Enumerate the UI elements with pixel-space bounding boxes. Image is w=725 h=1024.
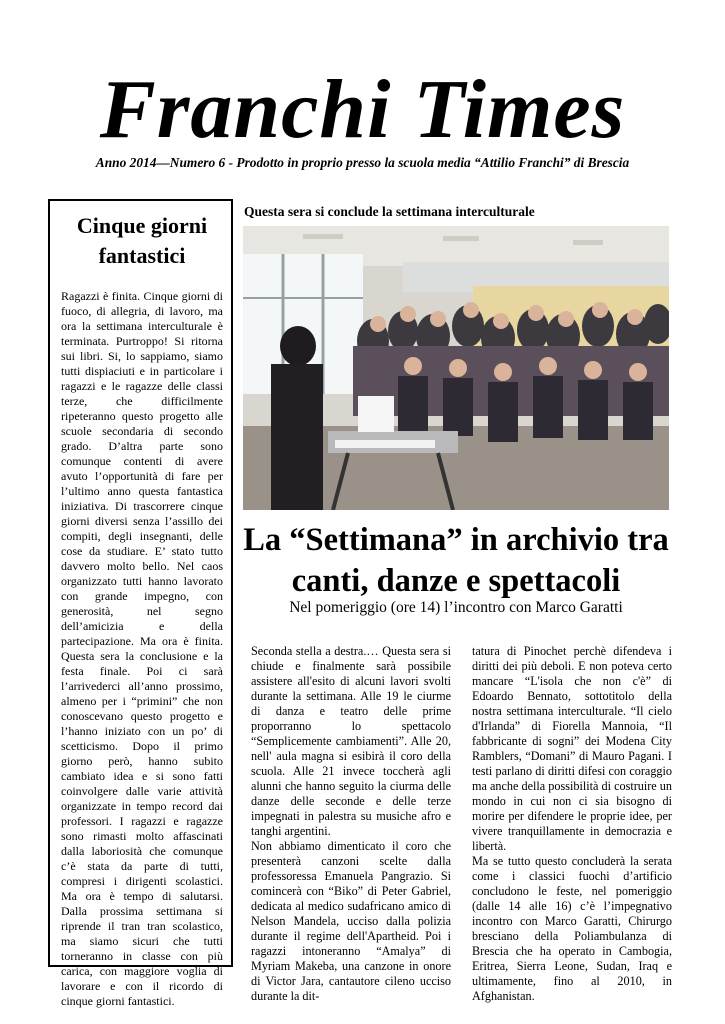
article-headline: La “Settimana” in archivio tra canti, danze e spettacoli <box>243 522 669 599</box>
article-column-1 <box>251 644 451 1004</box>
sidebar-body: Ragazzi è finita. Cinque giorni di fuoco, di allegria, di lavoro, ma ora la settimana interculturale è terminata. Purtroppo! Si ritorna sui libri. Si, lo sappiamo, siamo tutti dispiaciuti e in particolare i ragazzi e le ragazze delle classi terze, che difficilmente ripeteranno questo progetto alle scuole secondaria di secondo grado. D’altra parte sono comunque contenti di avere avuto l’opportunità di fare per l’ultimo anno questa fantastica iniziativa. Di trascorrere cinque giorni diversi senza l’assillo dei compiti, degli insegnanti, delle cose da studiare. E’ stato tutto davvero molto bello. Nel caos organizzato tutti hanno lavorato con grande impegno, con generosità, nel segno dell’amicizia e della partecipazione. Ma ora è finita. Questa sera la conclusione e la festa finale. Poi ci sarà l’arrivederci all’anno prossimo, almeno per i “primini” che non conoscevano questo progetto e l’hanno iniziato con un po’ di scetticismo. Dopo il primo giorno però, hanno subito cambiato idea e si sono fatti coinvolgere dalle varie attività organizzate in tempo record dai professori. I ragazzi e ragazze sono rimasti molto affascinati dalla laboriosità che comunque c’è stata da parte di tutti, compresi i dirigenti scolastici. Ma ora è tempo di salutarsi. Dalla prossima settimana si riprende il tran tran scolastico, ma siamo sicuri che tutti torneranno in classe con più carica, con maggiore voglia di lavorare e con il ricordo di cinque giorni fantastici. <box>61 289 223 1008</box>
article-deck: Nel pomeriggio (ore 14) l’incontro con Marco Garatti <box>289 599 623 616</box>
column-2-paragraph: Ma se tutto questo concluderà la serata come i classici fuochi d’artificio concludono le feste, nel pomeriggio (dalle 14 alle 16) c’è l’impegnativo incontro con Marco Garatti, Chirurgo bresciano della Poliambulanza di Brescia che ha operato in Cambogia, Eritrea, Sierra Leone, Sudan, Iraq e ultimamente, fino al 2010, in Afghanistan. <box>472 854 672 1003</box>
column-2-paragraph: tatura di Pinochet perchè difendeva i diritti dei più deboli. E non poteva certo mancare “L'isola che non c'è” di Edoardo Bennato, sottotitolo della nostra settimana interculturale. “Il cielo d'Irlanda” di Fiorella Mannoia, “Il fabbricante di sogni” dei Modena City Ramblers, “Domani” di Mauro Pagani. I testi parlano di diritti difesi con coraggio ma anche della possibilità di costruire un mondo in cui non ci sia bisogno di morire per difendere le proprie idee, per vivere tranquillamente in democrazia e libertà. <box>472 644 672 853</box>
sidebar-title: Cinque giorni fantastici <box>76 213 208 268</box>
column-1-paragraph: Non abbiamo dimenticato il coro che presenterà canzoni scelte dalla professoressa Emanuela Pangrazio. Si comincerà con “Biko” di Peter Gabriel, dedicata al medico sudafricano amico di Nelson Mandela, ucciso dalla polizia durante il regime dell'Apartheid. Poi i ragazzi intoneranno “Amalya” di Myriam Makeba, una canzone in onore di Victor Jara, cantautore cileno ucciso durante la dit- <box>251 839 451 1003</box>
issue-subline: Anno 2014—Numero 6 - Prodotto in proprio presso la scuola media “Attilio Franchi” di Brescia <box>95 155 630 170</box>
column-1-paragraph: Seconda stella a destra.… Questa sera si chiude e finalmente sarà possibile assistere all'esito di alcuni lavori svolti durante la settimana. Alle 19 le ciurme di danza e teatro delle prime proporranno lo spettacolo “Semplicemente cambiamenti”. Alle 20, nell' aula magna si esibirà il coro della scuola. Alle 21 invece toccherà agli alunni che hanno seguito la ciurma delle danze delle seconde e delle terze impegnati in palestra su musiche afro e tanghi argentini. <box>251 644 451 838</box>
sidebar-box <box>48 199 233 1008</box>
article-column-2 <box>472 644 672 1004</box>
newspaper-masthead: Franchi Times <box>99 63 626 156</box>
school-choir-photo <box>243 226 669 510</box>
article-kicker: Questa sera si conclude la settimana interculturale <box>244 204 535 219</box>
